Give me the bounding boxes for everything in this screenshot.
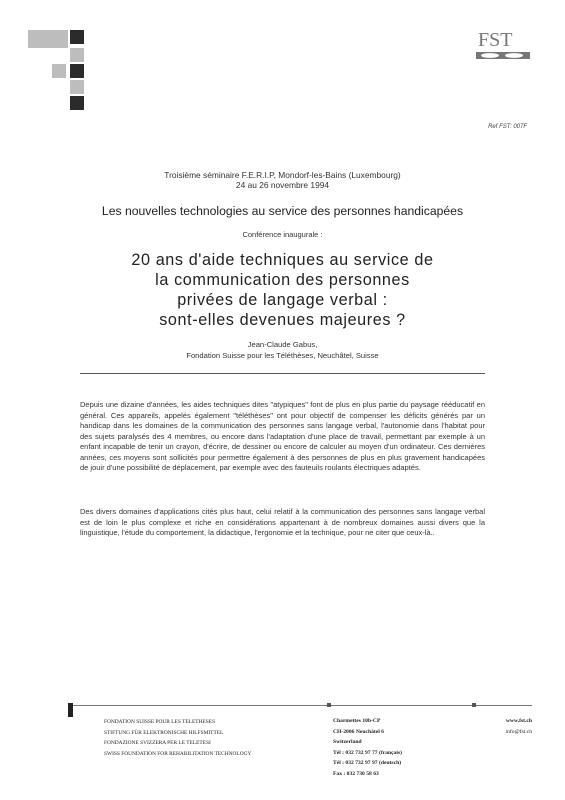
author-block <box>0 340 565 361</box>
decorative-square <box>70 80 84 94</box>
body-paragraph: Depuis une dizaine d'années, les aides techniques dites "atypiques" font de plus en plus partie du paysage rééducatif en général. Ces appareils, appelés également "téléthèses" ont pour objectif de compenser les déficits générés par un handicap dans les domaines de la communication des personnes sans langage verbal, l'autonomie dans l'habitat pour des sujets paralysés des 4 membres, ou encore dans l'adaptation d'une place de travail, permettant par exemple à un enfant incapable de tenir un crayon, d'écrire, de dessiner ou encore de calculer au moyen d'un ordinateur. Ces dernières années, ces moyens sont sollicités pour permettre également à des personnes de plus en plus gravement handicapées de jouir d'une possibilité de déplacement, par exemple avec des fauteuils roulants électriques adaptés. <box>80 400 485 472</box>
footer-address <box>333 716 402 779</box>
seminar-info <box>0 170 565 190</box>
author-name: Jean-Claude Gabus, <box>247 340 318 349</box>
foundation-name: FONDATION SUISSE POUR LES TELETHESES <box>104 719 216 725</box>
reference-number: Ref FST: 007F <box>488 124 527 130</box>
document-title <box>0 250 565 330</box>
decorative-square <box>52 64 66 78</box>
decorative-square <box>70 48 84 62</box>
title-line: la communication des personnes <box>155 271 410 289</box>
address-line: Switzerland <box>333 739 362 745</box>
author-affiliation: Fondation Suisse pour les Téléthèses, Neuchâtel, Suisse <box>186 350 379 360</box>
foundation-names <box>104 717 251 759</box>
footer-marker <box>327 703 331 707</box>
decorative-square <box>70 96 84 110</box>
footer-contact <box>480 716 532 737</box>
body-paragraph: Des divers domaines d'applications cités plus haut, celui relatif à la communication des personnes sans langage verbal est de loin le plus complexe et riche en considérations appartenant à de nombreux domaines aussi divers que la linguistique, l'étude du comportement, la didactique, l'ergonomie et la technique, pour ne citer que ceux-là.. <box>80 507 485 537</box>
seminar-line: Troisième séminaire F.E.R.I.P, Mondorf-les-Bains (Luxembourg) <box>164 170 401 180</box>
phone-line: Tél : 032 732 97 97 (deutsch) <box>333 760 402 766</box>
decorative-square <box>70 30 84 44</box>
decorative-square <box>70 64 84 78</box>
footer-divider <box>72 705 532 706</box>
foundation-name: FONDAZIONE SVIZZERA PER LE TELETESI <box>104 740 211 746</box>
foundation-name: SWISS FOUNDATION FOR REHABILITATION TECHNOLOGY <box>104 750 252 757</box>
fst-logo-icon <box>470 26 536 70</box>
logo-text: FST <box>478 29 513 51</box>
address-line: Charmettes 10b-CP <box>333 718 381 724</box>
foundation-name: STIFTUNG FÜR ELEKTRONISCHE HILFSMITTEL <box>104 729 224 736</box>
conference-label: Conférence inaugurale : <box>242 230 323 239</box>
decorative-square <box>28 30 68 48</box>
phone-line: Tél : 032 732 97 77 (français) <box>333 749 402 756</box>
title-line: 20 ans d'aide techniques au service de <box>131 251 434 269</box>
email-link[interactable]: info@fst.ch <box>505 728 532 735</box>
document-subtitle: Les nouvelles technologies au service des personnes handicapées <box>101 204 464 218</box>
address-line: CH-2006 Neuchâtel 6 <box>333 728 384 735</box>
title-line: privées de langage verbal : <box>177 291 388 309</box>
seminar-dates: 24 au 26 novembre 1994 <box>235 180 330 190</box>
website-link[interactable]: www.fst.ch <box>505 718 532 724</box>
footer-marker <box>68 703 73 717</box>
footer-marker <box>472 703 476 707</box>
title-line: sont-elles devenues majeures ? <box>159 311 406 329</box>
divider <box>80 373 485 374</box>
fax-line: Fax : 032 730 58 63 <box>333 770 379 777</box>
